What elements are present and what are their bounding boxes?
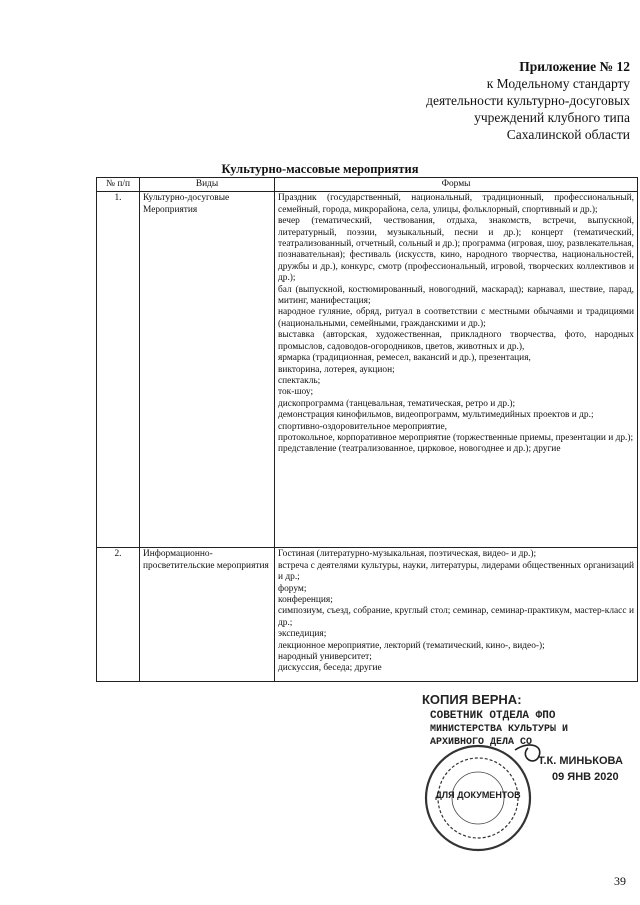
certification-stamp (420, 688, 635, 868)
form-item: выставка (авторская, художественная, прикладного творчества, фото, народных промыслов, садоводов-огородников, цветов, животных и др.), (278, 330, 634, 352)
table-row (97, 548, 638, 682)
appendix-number: Приложение № 12 (519, 59, 630, 74)
form-item: дискуссия, беседа; другие (278, 663, 382, 674)
document-header (330, 58, 630, 143)
page-number: 39 (614, 874, 626, 888)
form-item: вечер (тематический, чествования, отдыха, знакомств, встречи, выпускной, литературный, поэзии, музыкальный, песни и др.); концерт (тематический, театрализованный, отчетный, сольный и др.); программа (игровая, шоу, развлекательная, познавательная); фестиваль (искусств, кино, народного творчества, национальностей, дружбы и др.), конкурс, смотр (профессиональный, игровой, творческих коллективов и др.); (278, 216, 634, 284)
form-item: Гостиная (литературно-музыкальная, поэтическая, видео- и др.); (278, 549, 537, 560)
form-item: народный университет; (278, 652, 372, 663)
copy-verified-text: КОПИЯ ВЕРНА: (422, 692, 522, 707)
form-item: спортивно-оздоровительное мероприятие, (278, 421, 447, 432)
form-item: викторина, лотерея, аукцион; (278, 364, 395, 375)
column-header-types: Виды (140, 178, 275, 192)
form-item: народное гуляние, обряд, ритуал в соответствии с местными обычаями и традициями (национальными, семейными, гражданскими и др.); (278, 307, 634, 329)
row-number: 2. (97, 548, 140, 682)
stamp-position-line: АРХИВНОГО ДЕЛА СО (430, 737, 533, 748)
stamp-date: 09 ЯНВ 2020 (552, 771, 619, 783)
table-header-row (97, 178, 638, 192)
column-header-forms: Формы (275, 178, 638, 192)
header-line: к Модельному стандарту (486, 76, 630, 91)
header-line: учреждений клубного типа (474, 110, 630, 125)
form-item: протокольное, корпоративное мероприятие (торжественные приемы, презентации и др.); (278, 432, 634, 443)
events-table (96, 177, 638, 682)
seal-center-text: ДЛЯ ДОКУМЕНТОВ (435, 790, 521, 800)
form-item: лекционное мероприятие, лекторий (тематический, кино-, видео-); (278, 640, 545, 651)
form-item: ток-шоу; (278, 387, 314, 398)
row-number: 1. (97, 192, 140, 548)
form-item: спектакль; (278, 375, 321, 386)
table-row (97, 192, 638, 548)
column-header-number: № п/п (97, 178, 140, 192)
header-line: деятельности культурно-досуговых (426, 93, 630, 108)
form-item: ярмарка (традиционная, ремесел, вакансий и др.), презентация, (278, 353, 531, 364)
form-item: встреча с деятелями культуры, науки, литературы, лидерами общественных организаций и др.; (278, 560, 634, 583)
form-item: бал (выпускной, костюмированный, новогодний, маскарад); карнавал, шествие, парад, митинг, манифестация; (278, 284, 634, 307)
form-item: Праздник (государственный, национальный, традиционный, профессиональный, семейный, города, микрорайона, села, улицы, фольклорный, спортивный и др.); (278, 193, 634, 215)
header-line: Сахалинской области (506, 127, 630, 142)
row-forms (275, 548, 638, 682)
row-type: Культурно-досуговые Мероприятия (140, 192, 275, 548)
stamp-signer: Т.К. МИНЬКОВА (538, 755, 623, 767)
document-title: Культурно-массовые мероприятия (221, 162, 419, 176)
row-forms (275, 192, 638, 548)
form-item: конференция; (278, 595, 333, 606)
stamp-position-line: МИНИСТЕРСТВА КУЛЬТУРЫ И (430, 724, 569, 735)
form-item: представление (театрализованное, цирковое, новогоднее и др.); другие (278, 444, 561, 455)
form-item: форум; (278, 583, 307, 594)
form-item: дископрограмма (танцевальная, тематическая, ретро и др.); (278, 398, 516, 409)
form-item: экспедиция; (278, 629, 327, 640)
stamp-position-line: СОВЕТНИК ОТДЕЛА ФПО (430, 710, 556, 722)
form-item: демонстрация кинофильмов, видеопрограмм, мультимедийных проектов и др.; (278, 410, 594, 421)
form-item: симпозиум, съезд, собрание, круглый стол; семинар, семинар-практикум, мастер-класс и др.; (278, 606, 634, 628)
row-type: Информационно-просветительские мероприятия (140, 548, 275, 682)
